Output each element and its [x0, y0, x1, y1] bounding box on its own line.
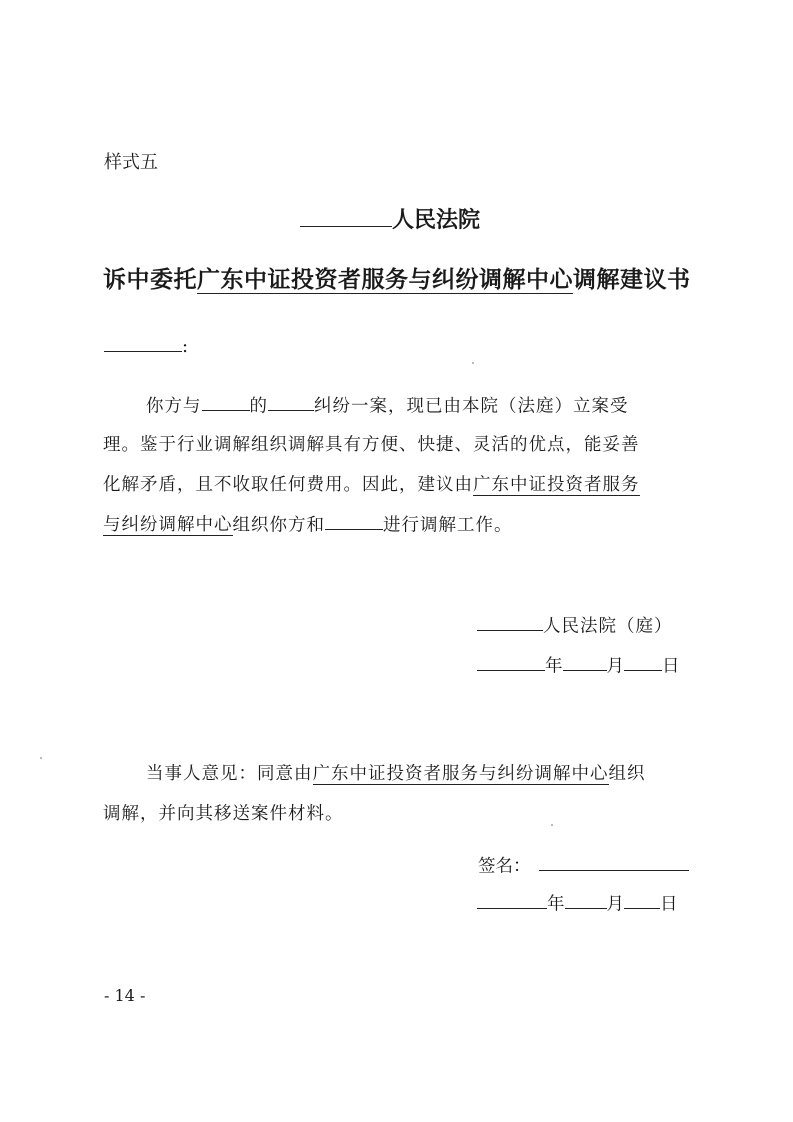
scan-speck [551, 824, 553, 826]
signature-date [477, 890, 678, 915]
body-line-1 [146, 392, 629, 417]
opinion-line-1 [146, 760, 646, 785]
addressee-blank[interactable] [104, 332, 182, 352]
body-line-4 [103, 511, 513, 536]
document-title [103, 261, 691, 294]
signature-blank[interactable] [539, 852, 689, 871]
body-text: 组织你方和 [232, 515, 325, 536]
style-label: 样式五 [104, 152, 158, 173]
center-name-underlined: 广东中证投资者服务 [473, 475, 640, 495]
title-prefix: 诉中委托 [103, 267, 197, 293]
month-blank[interactable] [565, 890, 607, 909]
addressee-colon: : [182, 335, 189, 357]
year-label: 年 [547, 894, 565, 915]
title-suffix: 调解建议书 [573, 267, 691, 293]
addressee-line [104, 332, 188, 357]
day-blank[interactable] [624, 652, 662, 671]
body-text: 化解矛盾，且不收取任何费用。因此，建议由 [103, 475, 473, 495]
page-number: - 14 - [104, 986, 146, 1005]
dispute-type-blank[interactable] [268, 392, 314, 411]
scan-speck [40, 757, 42, 759]
court-heading-suffix: 人民法院 [392, 208, 481, 234]
day-label: 日 [662, 656, 680, 677]
court-signature [477, 612, 673, 637]
opinion-line-2: 调解，并向其移送案件材料。 [103, 804, 344, 824]
body-line-2: 理。鉴于行业调解组织调解具有方便、快捷、灵活的优点，能妥善 [103, 435, 640, 455]
body-text: 你方与 [146, 396, 202, 417]
body-text: 进行调解工作。 [383, 515, 513, 536]
title-center-name: 广东中证投资者服务与纠纷调解中心 [197, 267, 573, 293]
body-text: 的 [249, 396, 268, 417]
court-name-blank[interactable] [300, 203, 392, 227]
court-sign-label: 人民法院（庭） [543, 616, 673, 637]
month-label: 月 [606, 656, 624, 677]
body-text: 纠纷一案，现已由本院（法庭）立案受 [314, 396, 629, 417]
court-sign-blank[interactable] [477, 612, 543, 631]
center-name-underlined: 与纠纷调解中心 [103, 515, 233, 536]
party-blank[interactable] [202, 392, 250, 411]
court-heading [300, 203, 480, 234]
day-blank[interactable] [624, 890, 660, 909]
other-party-blank[interactable] [325, 511, 383, 530]
scan-speck [472, 362, 474, 364]
body-line-3 [103, 471, 640, 496]
center-name-underlined: 广东中证投资者服务与纠纷调解中心 [312, 764, 609, 784]
year-blank[interactable] [477, 652, 545, 671]
year-label: 年 [545, 656, 563, 677]
signature-line [478, 852, 689, 877]
opinion-text: 当事人意见：同意由 [146, 764, 313, 784]
month-blank[interactable] [563, 652, 607, 671]
month-label: 月 [606, 894, 624, 915]
opinion-text: 组织 [608, 764, 646, 784]
year-blank[interactable] [477, 890, 547, 909]
court-date [477, 652, 680, 677]
day-label: 日 [660, 894, 678, 915]
signature-label: 签名： [478, 856, 531, 877]
